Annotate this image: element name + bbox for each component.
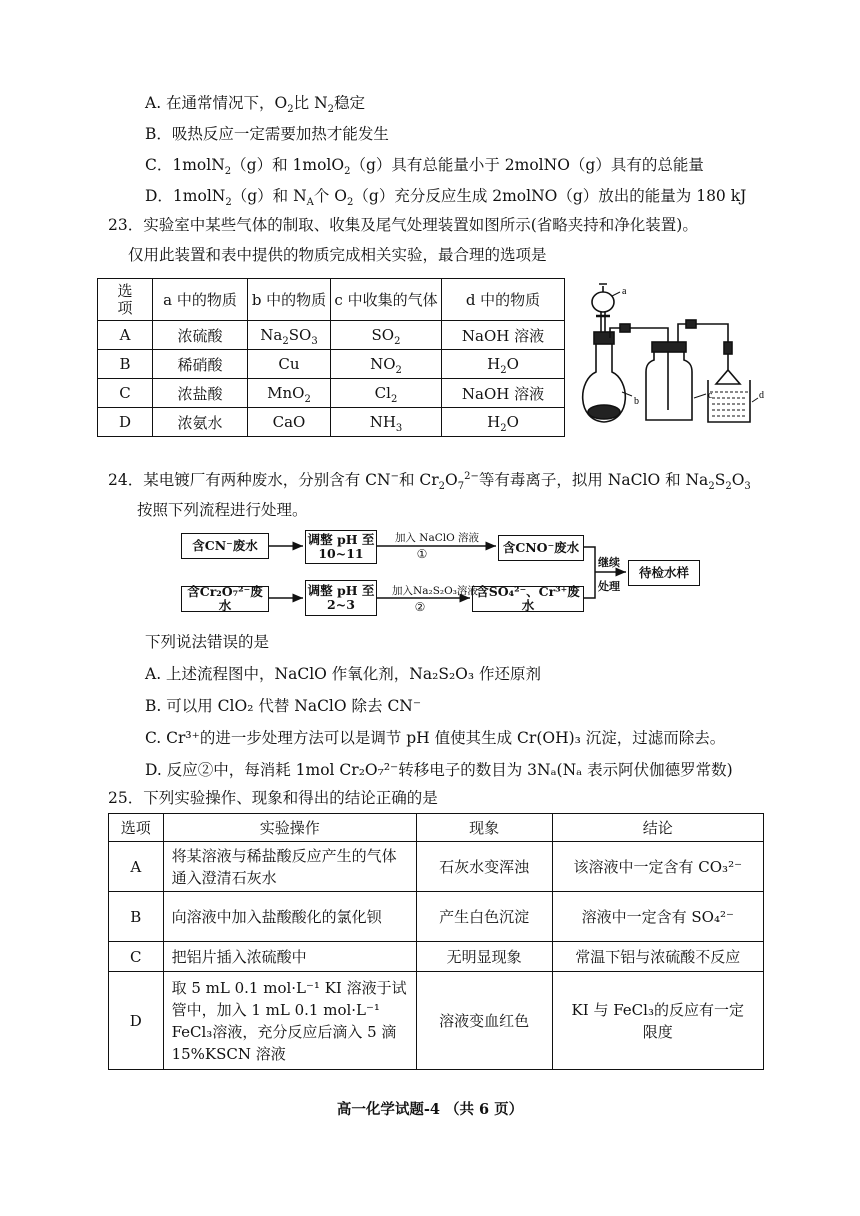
flow-box-adjust-ph-1: 调整 pH 至 10~11 <box>305 530 377 564</box>
cell: 稀硝酸 <box>153 350 248 379</box>
label-d: d <box>759 390 764 401</box>
table-row <box>109 942 764 972</box>
label-c: c <box>708 390 713 401</box>
q24-option-a: A. 上述流程图中，NaClO 作氧化剂，Na₂S₂O₃ 作还原剂 <box>145 665 542 683</box>
q22-option-c: C．1molN$_2$（g）和 1molO$_2$（g）具有总能量小于 2molNO（g）具有的总能量 <box>145 156 704 178</box>
flow-arrow1-label: 加入 NaClO 溶液 <box>394 532 480 544</box>
cell: 该溶液中一定含有 CO₃²⁻ <box>552 842 763 892</box>
table-row <box>109 972 764 1070</box>
cell: 常温下铝与浓硫酸不反应 <box>552 942 763 972</box>
q23-stem-line1: 23．实验室中某些气体的制取、收集及尾气处理装置如图所示(省略夹持和净化装置)。 <box>108 216 698 234</box>
cell: 取 5 mL 0.1 mol·L⁻¹ KI 溶液于试管中，加入 1 mL 0.1 mol·L⁻¹ FeCl₃溶液，充分反应后滴入 5 滴 15%KSCN 溶液 <box>163 972 416 1070</box>
q23-header-a: a 中的物质 <box>153 279 248 321</box>
cell: NaOH 溶液 <box>442 379 565 408</box>
q25-table <box>108 813 764 1070</box>
q23-header-b: b 中的物质 <box>248 279 331 321</box>
q24-stem-line2: 按照下列流程进行处理。 <box>137 501 308 519</box>
cell: B <box>98 350 153 379</box>
q24-stem-line1: 24．某电镀厂有两种废水，分别含有 CN−和 $Cr_2O_7^{2-}$等有毒离子，拟用 NaClO 和 $Na_2S_2O_3$ <box>108 470 751 493</box>
cell: D <box>109 972 164 1070</box>
q24-option-c: C. Cr³⁺的进一步处理方法可以是调节 pH 值使其生成 Cr(OH)₃ 沉淀，过滤而除去。 <box>145 729 726 747</box>
q24-option-b: B. 可以用 ClO₂ 代替 NaClO 除去 CN⁻ <box>145 697 422 715</box>
cell: $NH_3$ <box>331 408 442 437</box>
flow-continue-label: 继续 <box>598 556 620 569</box>
cell: NaOH 溶液 <box>442 321 565 350</box>
q23-header-option: 选 项 <box>98 279 153 321</box>
cell: 浓硫酸 <box>153 321 248 350</box>
flow-arrow2-label: 加入Na₂S₂O₃溶液 <box>392 585 478 597</box>
q25-header-row <box>109 814 764 842</box>
q22-option-d: D．1molN$_2$（g）和 $N_A$个 $O_2(g)$充分反应生成 2molNO（g）放出的能量为 180 kJ <box>145 187 747 209</box>
cell: 浓氨水 <box>153 408 248 437</box>
cell: 石灰水变浑浊 <box>416 842 552 892</box>
cell: 产生白色沉淀 <box>416 892 552 942</box>
q25-header-option: 选项 <box>109 814 164 842</box>
q24-option-d: D. 反应②中，每消耗 1mol Cr₂O₇²⁻转移电子的数目为 3Nₐ(Nₐ 表示阿伏伽德罗常数) <box>145 761 733 779</box>
q23-header-d: d 中的物质 <box>442 279 565 321</box>
flow-box-so4-cr-wastewater: 含SO₄²⁻、Cr³⁺废水 <box>472 586 584 612</box>
cell: $Na_2SO_3$ <box>248 321 331 350</box>
flow-box-cno-wastewater: 含CNO⁻废水 <box>498 535 584 561</box>
cell: $H_2O$ <box>442 408 565 437</box>
table-row <box>109 892 764 942</box>
flow-box-sample: 待检水样 <box>628 560 700 586</box>
q22-option-b: B．吸热反应一定需要加热才能发生 <box>145 125 389 143</box>
cell: CaO <box>248 408 331 437</box>
q24-question: 下列说法错误的是 <box>145 633 270 651</box>
cell: $H_2O$ <box>442 350 565 379</box>
cell: MnO$_2$ <box>248 379 331 408</box>
cell: B <box>109 892 164 942</box>
q25-header-conclusion: 结论 <box>552 814 763 842</box>
flow-step1-marker: ① <box>416 547 428 561</box>
flow-box-cr2o7-wastewater: 含Cr₂O₇²⁻废水 <box>181 586 269 612</box>
cell: 溶液变血红色 <box>416 972 552 1070</box>
cell: $SO_2$ <box>331 321 442 350</box>
q22-option-a: A. 在通常情况下，$O_2$比 $N_2$稳定 <box>145 94 366 116</box>
flow-box-cn-wastewater: 含CN⁻废水 <box>181 533 269 559</box>
cell: 将某溶液与稀盐酸反应产生的气体通入澄清石灰水 <box>163 842 416 892</box>
page-footer: 高一化学试题-4 （共 6 页） <box>336 1101 524 1118</box>
cell: C <box>98 379 153 408</box>
flow-box-adjust-ph-2: 调整 pH 至 2~3 <box>305 580 377 616</box>
cell: A <box>98 321 153 350</box>
cell: C <box>109 942 164 972</box>
cell: A <box>109 842 164 892</box>
table-row <box>109 842 764 892</box>
cell: $Cl_2$ <box>331 379 442 408</box>
cell: KI 与 FeCl₃的反应有一定限度 <box>552 972 763 1070</box>
q25-stem: 25．下列实验操作、现象和得出的结论正确的是 <box>108 789 438 807</box>
flow-step2-marker: ② <box>414 600 426 614</box>
label-a: a <box>622 286 627 297</box>
q25-header-operation: 实验操作 <box>163 814 416 842</box>
cell: 无明显现象 <box>416 942 552 972</box>
cell: 把铝片插入浓硫酸中 <box>163 942 416 972</box>
label-b: b <box>634 396 639 407</box>
q23-stem-line2: 仅用此装置和表中提供的物质完成相关实验，最合理的选项是 <box>128 246 547 264</box>
cell: Cu <box>248 350 331 379</box>
q23-header-c: c 中收集的气体 <box>331 279 442 321</box>
cell: 向溶液中加入盐酸酸化的氯化钡 <box>163 892 416 942</box>
cell: 浓盐酸 <box>153 379 248 408</box>
cell: 溶液中一定含有 SO₄²⁻ <box>552 892 763 942</box>
q25-header-phenomenon: 现象 <box>416 814 552 842</box>
cell: $NO_2$ <box>331 350 442 379</box>
cell: D <box>98 408 153 437</box>
flow-process-label: 处理 <box>598 580 620 593</box>
